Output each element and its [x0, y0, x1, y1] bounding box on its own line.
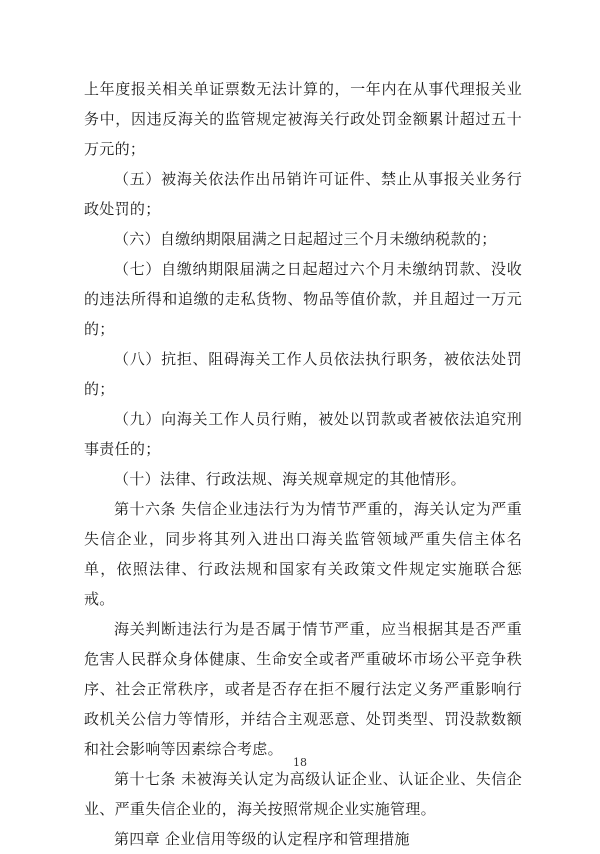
chapter-heading: 第四章 企业信用等级的认定程序和管理措施 — [114, 830, 410, 848]
paragraph-item-6: （六）自缴纳期限届满之日起超过三个月未缴纳税款的； — [114, 230, 497, 248]
paragraph-continuation: 上年度报关相关单证票数无法计算的，一年内在从事代理报关业务中，因违反海关的监管规定被海关行政处罚金额累计超过五十万元的； — [84, 80, 522, 158]
paragraph-item-8: （八）抗拒、阻碍海关工作人员依法执行职务，被依法处罚的； — [84, 350, 522, 398]
paragraph-item-9: （九）向海关工作人员行贿，被处以罚款或者被依法追究刑事责任的； — [84, 410, 522, 458]
page-number: 18 — [293, 756, 307, 769]
paragraph-serious-judgement: 海关判断违法行为是否属于情节严重，应当根据其是否严重危害人民群众身体健康、生命安全或者严重破坏市场公平竞争秩序、社会正常秩序，或者是否存在拒不履行法定义务严重影响行政机关公信力等情形，并结合主观恶意、处罚类型、罚没款数额和社会影响等因素综合考虑。 — [84, 620, 522, 758]
document-body — [84, 74, 522, 854]
paragraph-item-7: （七）自缴纳期限届满之日起超过六个月未缴纳罚款、没收的违法所得和追缴的走私货物、物品等值价款，并且超过一万元的； — [84, 260, 522, 338]
paragraph-item-10: （十）法律、行政法规、海关规章规定的其他情形。 — [114, 470, 466, 488]
paragraph-article-16: 第十六条 失信企业违法行为为情节严重的，海关认定为严重失信企业，同步将其列入进出口海关监管领域严重失信主体名单，依照法律、行政法规和国家有关政策文件规定实施联合惩戒。 — [84, 500, 522, 608]
paragraph-article-17: 第十七条 未被海关认定为高级认证企业、认证企业、失信企业、严重失信企业的，海关按照常规企业实施管理。 — [84, 770, 522, 818]
paragraph-item-5: （五）被海关依法作出吊销许可证件、禁止从事报关业务行政处罚的； — [84, 170, 522, 218]
